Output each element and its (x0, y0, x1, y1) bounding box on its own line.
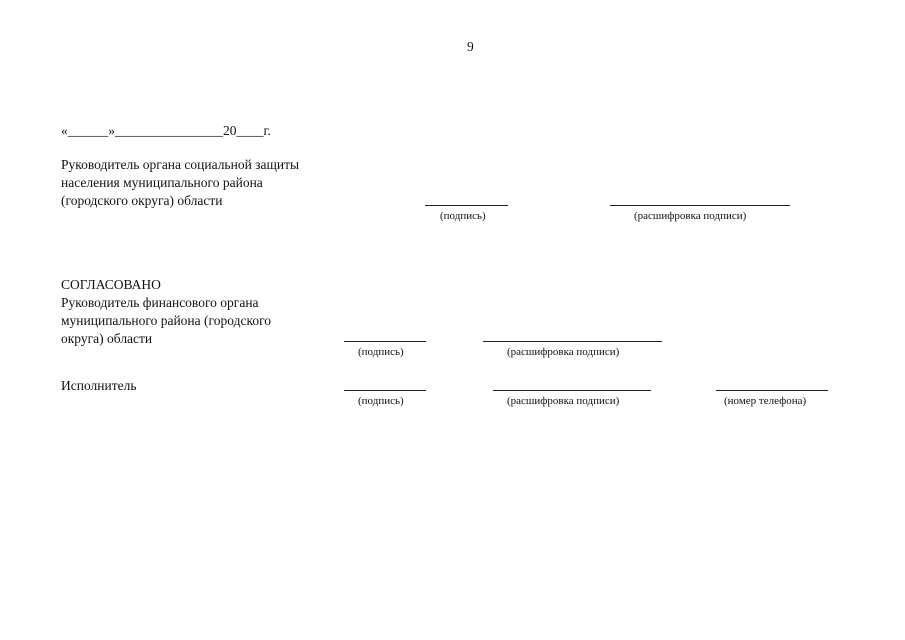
agreed-heading: СОГЛАСОВАНО (61, 277, 161, 292)
executor-signature-caption: (подпись) (358, 395, 404, 407)
executor-label: Исполнитель (61, 378, 137, 393)
executor-decryption-line (493, 390, 651, 391)
social-protection-head-line-1: Руководитель органа социальной защиты (61, 157, 300, 172)
financial-decryption-caption: (расшифровка подписи) (507, 346, 620, 358)
social-protection-signature-caption: (подпись) (440, 210, 486, 222)
financial-decryption-line (483, 341, 662, 342)
executor-phone-caption: (номер телефона) (724, 395, 807, 407)
page-number: 9 (467, 39, 474, 54)
financial-signature-caption: (подпись) (358, 346, 404, 358)
financial-head-line-2: муниципального района (городского (61, 313, 272, 328)
date-line: «______»________________20____г. (61, 123, 271, 138)
social-protection-head-line-3: (городского округа) области (61, 193, 223, 208)
social-protection-decryption-line (610, 205, 790, 206)
executor-phone-line (716, 390, 828, 391)
agreed-block (61, 276, 271, 348)
financial-head-line-3: округа) области (61, 331, 153, 346)
executor-decryption-caption: (расшифровка подписи) (507, 395, 620, 407)
social-protection-decryption-caption: (расшифровка подписи) (634, 210, 747, 222)
financial-signature-line (344, 341, 426, 342)
social-protection-signature-line (425, 205, 508, 206)
financial-head-line-1: Руководитель финансового органа (61, 295, 259, 310)
executor-signature-line (344, 390, 426, 391)
social-protection-head-line-2: населения муниципального района (61, 175, 263, 190)
social-protection-head-title (61, 156, 299, 210)
